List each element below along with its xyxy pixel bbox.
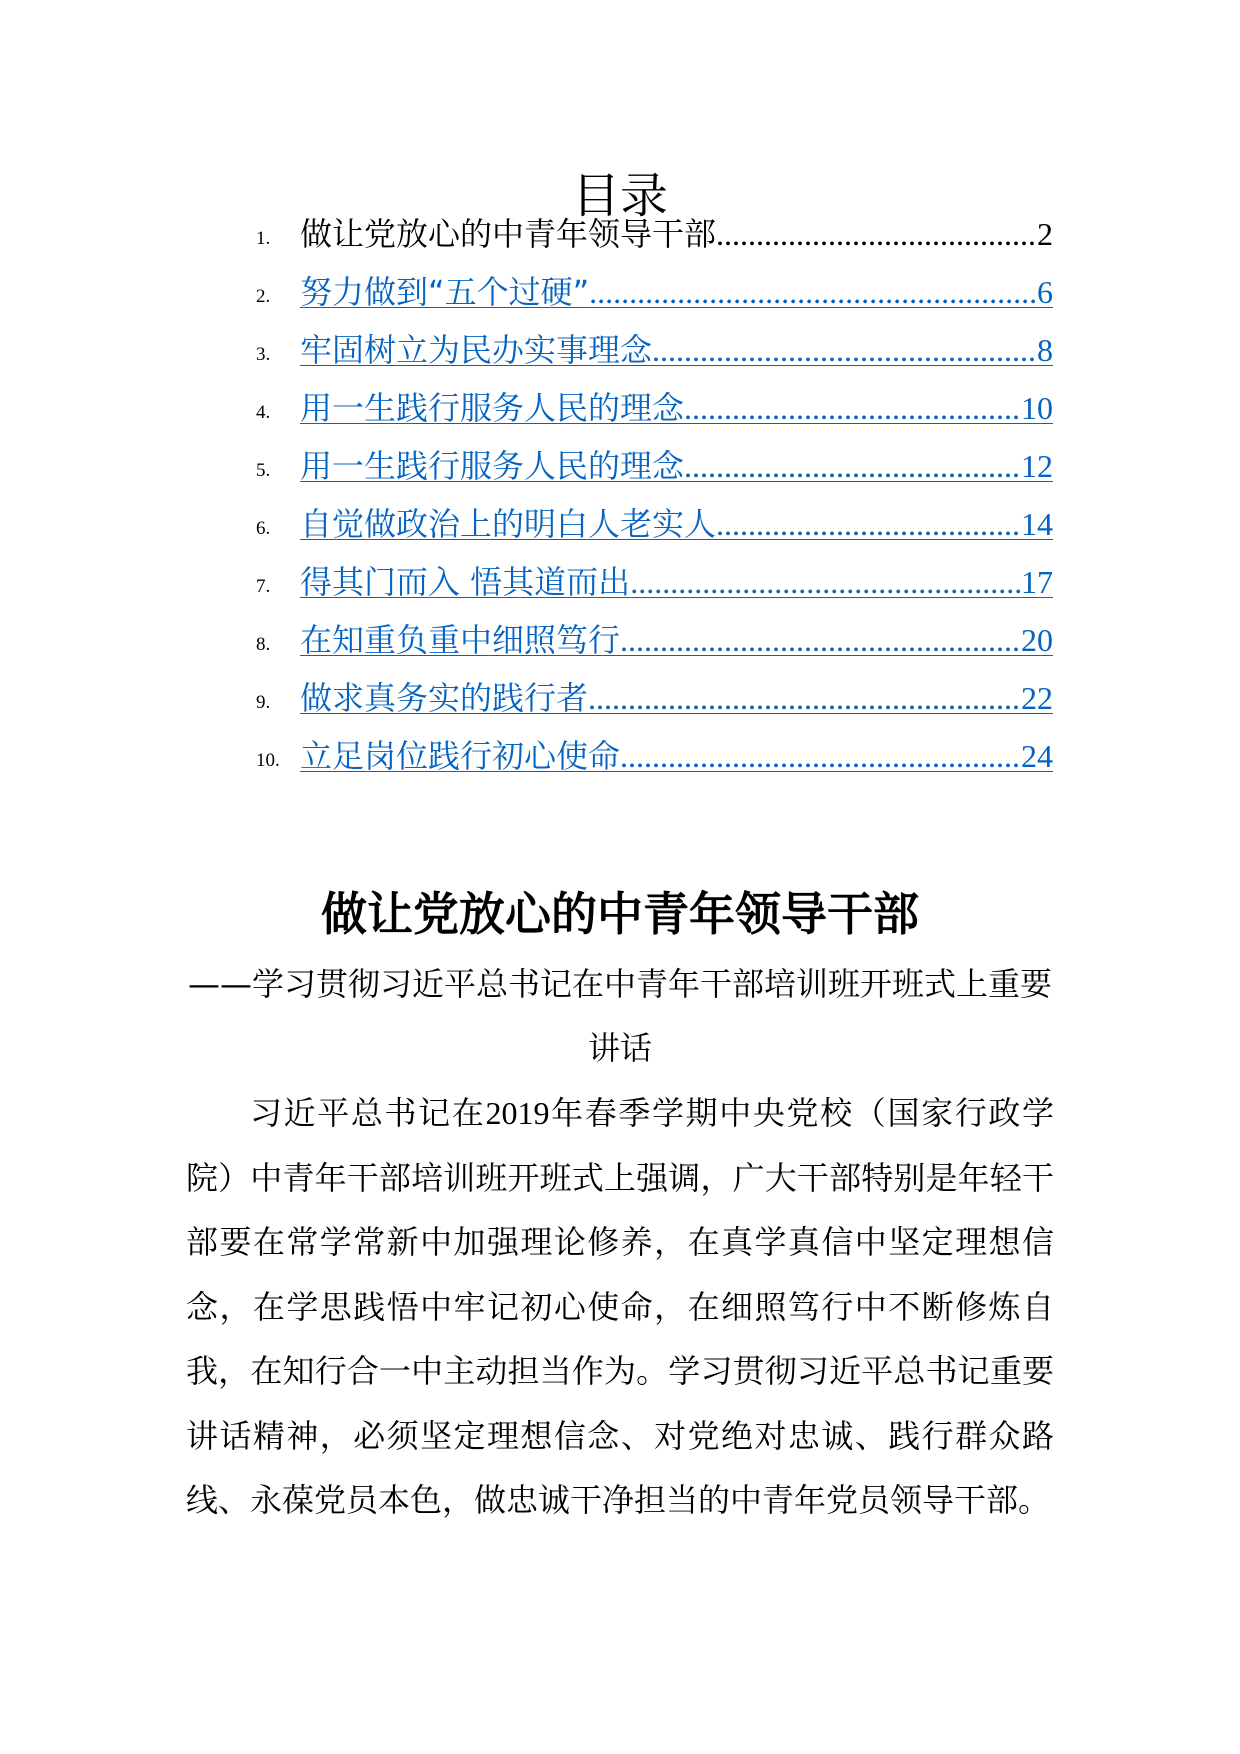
- article-subtitle: ——学习贯彻习近平总书记在中青年干部培训班开班式上重要讲话: [187, 965, 1052, 1067]
- toc-entry-link[interactable]: [300, 441, 1053, 491]
- toc-entry-page-number: 24: [1021, 738, 1053, 774]
- body-text-rest: 年春季学期中央党校（国家行政学院）中青年干部培训班开班式上强调，广大干部特别是年轻干部要在常学常新中加强理论修养，在真学真信中坚定理想信念，在学思践悟中牢记初心使命，在细照笃行中不断修炼自我，在知行合一中主动担当作为。学习贯彻习近平总书记重要讲话精神，必须坚定理想信念、对党绝对忠诚、践行群众路线、永葆党员本色，做忠诚干净担当的中青年党员领导干部。: [186, 1094, 1054, 1519]
- toc-entry-label: 做让党放心的中青年领导干部: [300, 215, 717, 253]
- toc-row: [0, 383, 1240, 435]
- toc-entry-label: 得其门而入 悟其道而出: [300, 563, 631, 601]
- toc-entry-number: 4.: [256, 402, 271, 423]
- toc-entry-number: 7.: [256, 576, 271, 597]
- toc-entry-link[interactable]: [300, 673, 1053, 723]
- toc-dot-leader: [684, 383, 1021, 433]
- toc-entry-label: 立足岗位践行初心使命: [300, 737, 621, 775]
- toc-entry-link[interactable]: [300, 267, 1053, 317]
- toc-entry-link[interactable]: [300, 499, 1053, 549]
- toc-dot-leader: [630, 557, 1021, 607]
- toc-entry-link[interactable]: [300, 731, 1053, 781]
- toc-entry-number: 6.: [256, 518, 271, 539]
- toc-row: [0, 325, 1240, 377]
- toc-dot-leader: [684, 441, 1021, 491]
- toc-entry-label: 努力做到“五个过硬”: [300, 273, 590, 311]
- toc-entry-label: 在知重负重中细照笃行: [300, 621, 621, 659]
- toc-entry-label: 用一生践行服务人民的理念: [300, 447, 685, 485]
- toc-entry-number: 8.: [256, 634, 271, 655]
- toc-entry-link[interactable]: [300, 615, 1053, 665]
- toc-entry-label: 自觉做政治上的明白人老实人: [300, 505, 717, 543]
- toc-row: [0, 615, 1240, 667]
- toc-entry-link: [300, 209, 1053, 259]
- toc-entry-number: 1.: [256, 228, 271, 249]
- article-body-paragraph: [186, 1081, 1054, 1533]
- toc-dot-leader: [588, 673, 1021, 723]
- toc-entry-link[interactable]: [300, 557, 1053, 607]
- article-title: 做让党放心的中青年领导干部: [321, 887, 919, 941]
- toc-entry-page-number: 22: [1021, 680, 1053, 716]
- toc-entry-label: 做求真务实的践行者: [300, 679, 589, 717]
- toc-entry-page-number: 10: [1021, 390, 1053, 426]
- toc-entry-number: 9.: [256, 692, 271, 713]
- toc-entry-label: 用一生践行服务人民的理念: [300, 389, 685, 427]
- toc-dot-leader: [589, 267, 1037, 317]
- toc-entry-number: 5.: [256, 460, 271, 481]
- toc-entry-number: 2.: [256, 286, 271, 307]
- toc-title: 目录: [571, 168, 668, 224]
- toc-entry-page-number: 20: [1021, 622, 1053, 658]
- toc-row: [0, 209, 1240, 261]
- toc-entry-page-number: 12: [1021, 448, 1053, 484]
- toc-row: [0, 557, 1240, 609]
- toc-row: [0, 499, 1240, 551]
- toc-row: [0, 673, 1240, 725]
- toc-dot-leader: [716, 209, 1037, 259]
- toc-entry-link[interactable]: [300, 325, 1053, 375]
- toc-entry-label: 牢固树立为民办实事理念: [300, 331, 653, 369]
- toc-row: [0, 441, 1240, 493]
- toc-dot-leader: [620, 615, 1021, 665]
- toc-row: [0, 731, 1240, 783]
- toc-entry-number: 3.: [256, 344, 271, 365]
- toc-entry-page-number: 8: [1037, 332, 1053, 368]
- body-year: 2019: [485, 1095, 550, 1131]
- toc-dot-leader: [716, 499, 1021, 549]
- toc-dot-leader: [620, 731, 1021, 781]
- toc-entry-number: 10.: [256, 750, 280, 771]
- toc-entry-page-number: 2: [1037, 216, 1053, 252]
- toc-entry-link[interactable]: [300, 383, 1053, 433]
- toc-entry-page-number: 14: [1021, 506, 1053, 542]
- toc-entry-page-number: 17: [1021, 564, 1053, 600]
- toc-entry-page-number: 6: [1037, 274, 1053, 310]
- body-text-start: 习近平总书记在: [250, 1094, 486, 1132]
- toc-row: [0, 267, 1240, 319]
- toc-dot-leader: [652, 325, 1037, 375]
